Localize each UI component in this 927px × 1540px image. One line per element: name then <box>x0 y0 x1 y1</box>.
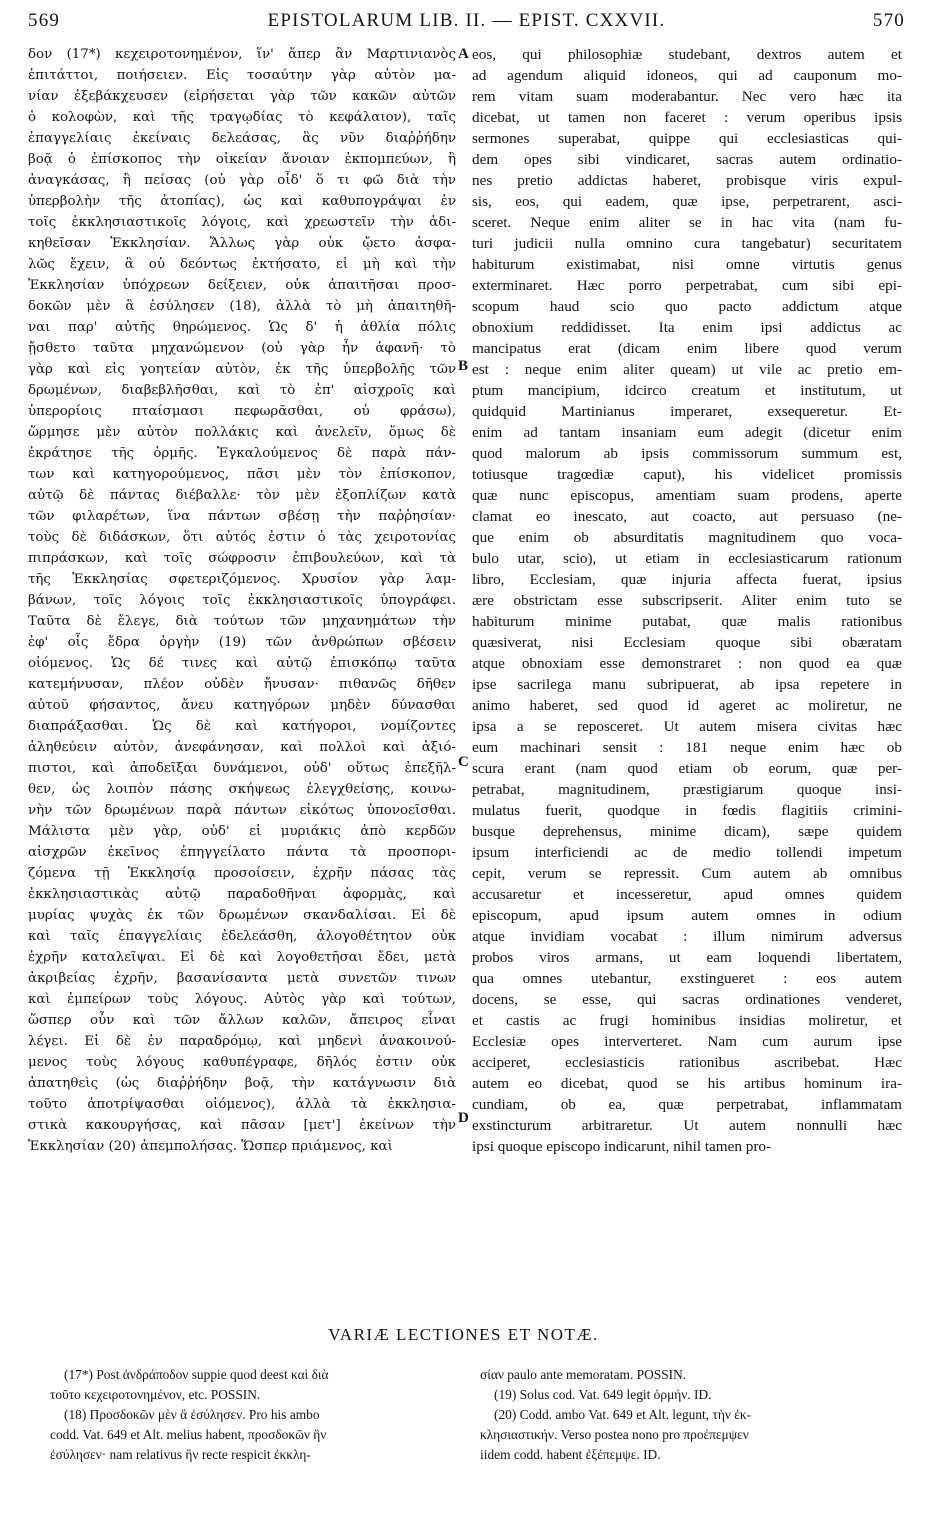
greek-text-line: θεν, ὡς λοιπὸν πάσης σκήψεως ἐλεγχθείσης, κοινω- <box>28 782 456 797</box>
latin-text-line: animo haberet, sed quod id ageret ac moliretur, ne <box>472 697 902 714</box>
latin-text-line: accusaretur et incesseretur, apud omnes quidem <box>472 886 902 903</box>
latin-text-line: libro, Ecclesiam, quæ injuria affecta fuerat, ipsius <box>472 571 902 588</box>
latin-text-line: atque invidiam vocabat : illum nimirum adversus <box>472 928 902 945</box>
greek-text-line: βοᾷ ὁ ἐπίσκοπος τὴν οἰκείαν ἄνοιαν ἐκπομπεύων, ἢ <box>28 152 456 167</box>
latin-text-line: turi judicii nulla omnino cura tangebatur) securitatem <box>472 235 902 252</box>
latin-text-line: ptum mancipium, idcirco creatum et institutum, ut <box>472 382 902 399</box>
latin-text-column <box>472 44 902 1157</box>
latin-text-line: scopum haud scio quo pacto addictum atque <box>472 298 902 315</box>
latin-text-line: Ecclesiæ opes interverteret. Nam cum aurum ipse <box>472 1033 902 1050</box>
section-marker-c: C <box>458 754 469 770</box>
greek-text-line: των καὶ κατηγορούμενος, πᾶσι μὲν τὸν ἐπίσκοπον, <box>28 467 456 482</box>
note-line: (18) Προσδοκῶν μὲν ἃ ἐσύλησεν. Pro his ambo <box>64 1407 320 1422</box>
greek-text-line: νὴν τῶν δρωμένων παρὰ πάντων εἰκότως ὑπονοεῖσθαι. <box>28 803 456 818</box>
latin-text-line: enim ad tantam insaniam eum adegit (dicetur enim <box>472 424 902 441</box>
latin-text-line: ipsa a se reposceret. Ut autem misera civitas hæc <box>472 718 902 735</box>
greek-text-line: καὶ ἐμπείρων τοὺς λόγους. Αὐτὸς γὰρ καὶ τούτων, <box>28 992 456 1007</box>
running-title: EPISTOLARUM LIB. II. — EPIST. CXXVII. <box>267 10 666 31</box>
latin-text-line: ære obstrictam esse subscripserit. Aliter enim tuto se <box>472 592 902 609</box>
note-line: codd. Vat. 649 et Alt. melius habent, προσδοκῶν ἣν <box>50 1427 327 1442</box>
latin-text-line: ipsi quoque episcopo indicarunt, nihil tamen pro- <box>472 1138 772 1155</box>
note-line: (19) Solus cod. Vat. 649 legit ὀρμήν. ID. <box>494 1387 712 1402</box>
notes-left-column <box>50 1365 458 1465</box>
greek-text-line: ἀκριβείας ἐχρῆν, βασανίσαντα μετὰ συνετῶν τινων <box>28 971 456 986</box>
greek-text-line: λέγει. Εἰ δὲ ἐν παραδρόμῳ, καὶ μηδενὶ ἀνακοινού- <box>28 1034 456 1049</box>
latin-text-line: sis, eos, qui eadem, quæ ipse, perpetrarent, asci- <box>472 193 902 210</box>
section-marker-a: A <box>458 46 469 62</box>
greek-text-line: Ταῦτα δὲ ἔλεγε, διὰ τούτων τῶν μηχανημάτων τὴν <box>28 614 456 629</box>
latin-text-line: ad agendum aliquid idoneos, qui ad cauponum mo- <box>472 67 902 84</box>
greek-text-line: αὐτοῦ φήσαντος, ἄνευ κατηγόρων μηδὲν δύνασθαι <box>28 698 456 713</box>
greek-text-line: ἐπαγγελίαις ἐκείναις δελεάσας, ἃς νῦν διαῤῥήδην <box>28 131 456 146</box>
greek-text-line: ὑπερορίοις πταίσμασι πεφωρᾶσθαι, οὐ φράσω), <box>28 404 456 419</box>
latin-text-line: cundiam, ob ea, quæ perpetrabat, inflammatam <box>472 1096 902 1113</box>
running-header <box>28 10 905 40</box>
greek-text-line: πιστοι, καὶ ἀποδεῖξαι δυνάμενοι, οὐδ' οὕτως ἐπεξῆλ- <box>28 761 456 776</box>
latin-text-line: est : neque enim aliter queam) ut vile ac pretio em- <box>472 361 902 378</box>
greek-text-line: τοῖς ἐκκλησιαστικοῖς λόγοις, καὶ χρεωστεῖν τὴν ἀδι- <box>28 215 456 230</box>
greek-text-line: ζόμενα τῇ Ἐκκλησίᾳ προσοίσειν, ἐχρῆν πάσας τὰς <box>28 866 456 881</box>
latin-text-line: mancipatus erat (dicam enim libere quod verum <box>472 340 902 357</box>
greek-text-line: ἐχρῆν καταλεῖψαι. Εἰ δὲ καὶ λογοθετῆσαι ἔδει, μετὰ <box>28 950 456 965</box>
latin-text-line: episcopum, apud ipsum autem omnes in odium <box>472 907 902 924</box>
note-line: σίαν paulo ante memoratam. POSSIN. <box>480 1367 687 1382</box>
section-marker-b: B <box>458 358 469 374</box>
latin-text-line: clamat eo inescato, aut coacto, aut persuaso (ne- <box>472 508 902 525</box>
greek-text-line: πιπράσκων, καὶ τοῖς σώφροσιν ἐπιβουλεύων, καὶ τὰ <box>28 551 456 566</box>
greek-text-line: ὑπερβολὴν τῆς ἀτοπίας), ὡς καὶ καθυπογράψαι ἐν <box>28 194 456 209</box>
greek-text-line: λῶς ἔχειν, ἃ οὐ δεόντως ἐκτήσατο, εἰ μὴ καὶ τὴν <box>28 257 456 272</box>
latin-text-line: rem vitam suam moderabantur. Nec vero hæc ita <box>472 88 902 105</box>
note-line: ἐσύλησεν· nam relativus ἣν recte respicit ἐκκλη- <box>50 1447 311 1462</box>
latin-text-line: atque obnoxiam esse demonstraret : non quod ea quæ <box>472 655 902 672</box>
greek-text-line: δον (17*) κεχειροτονημένον, ἵν' ἅπερ ἂν Μαρτινιανὸς <box>28 47 456 62</box>
note-line: κλησιαστικήν. Verso postea nono pro προέπεμψεν <box>480 1427 749 1442</box>
greek-text-line: μενος τοὺς λόγους καθυπέγραφε, δῆλός ἐστιν οὐκ <box>28 1055 456 1070</box>
greek-text-line: ναι παρ' αὐτῆς θηρώμενος. Ὡς δ' ἡ ἀθλία πόλις <box>28 320 456 335</box>
latin-text-line: exterminaret. Hæc porro perpetrabat, cum sibi epi- <box>472 277 902 294</box>
greek-text-line: ἐκκλησιαστικὰς αὐτῷ παραδοθῆναι ἀφορμὰς, καὶ <box>28 887 456 902</box>
greek-text-line: οἰόμενος. Ὡς δέ τινες καὶ αὐτῷ ἐπισκόπῳ ταῦτα <box>28 656 456 671</box>
greek-text-line: ἀπατηθεὶς (ὡς διαῤῥήδην βοᾷ, τὴν κατάγνωσιν διὰ <box>28 1076 456 1091</box>
latin-text-line: nes pretio addictas haberet, probisque viris expul- <box>472 172 902 189</box>
latin-text-line: qua omnes utebantur, exstingueret : eos autem <box>472 970 902 987</box>
greek-text-line: ὥρμησε μὲν αὐτὸν πολλάκις καὶ ἀνελεῖν, ὅμως δὲ <box>28 425 456 440</box>
latin-text-line: eos, qui philosophiæ studebant, dextros autem et <box>472 46 902 63</box>
greek-text-line: διαπράξασθαι. Ὡς δὲ καὶ κατήγοροι, νομίζοντες <box>28 719 456 734</box>
latin-text-line: sceret. Neque enim aliter se in hac vita (nam fu- <box>472 214 902 231</box>
greek-text-line: ἀναγκάσας, ἢ πείσας (οὐ γὰρ οἶδ' ὅ τι φῶ διὰ τὴν <box>28 173 456 188</box>
latin-text-line: ipse sacrilega manu subripuerat, ab ipsa repetere in <box>472 676 902 693</box>
latin-text-line: dem opes sibi vindicaret, sacras autem ordinatio- <box>472 151 902 168</box>
latin-text-line: dicebat, ut tamen non faceret : verum operibus ipsis <box>472 109 902 126</box>
latin-text-line: cepit, verum se repressit. Cum autem ab omnibus <box>472 865 902 882</box>
greek-text-line: τῆς Ἐκκλησίας σφετεριζόμενος. Χρυσίον γὰρ λαμ- <box>28 572 456 587</box>
latin-text-line: petrabat, magnitudinem, præstigiarum quoque insi- <box>472 781 902 798</box>
greek-text-line: ἐφ' οἷς ἔδρα ὀργὴν (19) τῶν ἀνθρώπων σβέσειν <box>28 635 456 650</box>
latin-text-line: acciperet, ecclesiasticis rationibus ascribebat. Hæc <box>472 1054 902 1071</box>
greek-text-line: τῶν φιλαρέτων, ἵνα πάντων σβέσῃ τὴν παῤῥησίαν· <box>28 509 456 524</box>
greek-text-line: Ἐκκλησίαν ὑπόχρεων δείξειεν, οὐκ ἀπαιτῆσαι προσ- <box>28 278 456 293</box>
greek-text-line: καὶ ταῖς ἐπαγγελίαις ἐδελεάσθη, ἀλογοθέτητον οὐκ <box>28 929 456 944</box>
notes-heading: VARIÆ LECTIONES ET NOTÆ. <box>328 1325 599 1344</box>
latin-text-line: habiturum minime putabat, quæ malis rationibus <box>472 613 902 630</box>
latin-text-line: et castis ac frugi hominibus insidias moliretur, et <box>472 1012 902 1029</box>
latin-text-line: quæsiverat, nisi Ecclesiam quoque sibi obæratam <box>472 634 902 651</box>
greek-text-line: τοὺς δὲ διδάσκων, ὅτι αὐτός ἐστιν ὁ τὰς χειροτονίας <box>28 530 456 545</box>
latin-text-line: probos viros armans, ut eam loquendi libertatem, <box>472 949 902 966</box>
greek-text-line: κηθεῖσαν Ἐκκλησίαν. Ἄλλως γὰρ οὐκ ᾤετο ἀσφα- <box>28 236 456 251</box>
latin-text-line: quidquid Martinianus imperaret, exsequeretur. Et- <box>472 403 902 420</box>
latin-text-line: ipsum interficiendi ac de medio tollendi impetum <box>472 844 902 861</box>
latin-text-line: autem eo dicebat, quod se his artibus hominum ira- <box>472 1075 902 1092</box>
greek-text-line: αὐτῷ δὲ πάντας διέβαλλε· τὸν μὲν ἐξοπλίζων κατὰ <box>28 488 456 503</box>
greek-text-line: τοῦτο ἀποτρίψασθαι οἰόμενος), ἀλλὰ τὰ ἐκκλησια- <box>28 1097 456 1112</box>
latin-text-line: mulatus fuerit, quodque in fœdis flagitiis crimini- <box>472 802 902 819</box>
note-line: τοῦτο κεχειροτονημένον, etc. POSSIN. <box>50 1387 261 1402</box>
note-line: (20) Codd. ambo Vat. 649 et Alt. legunt, τὴν ἐκ- <box>494 1407 752 1422</box>
latin-text-line: docens, se esse, qui sacras ordinationes venderet, <box>472 991 902 1008</box>
note-line: iidem codd. habent ἐξέπεμψε. ID. <box>480 1447 661 1462</box>
greek-text-line: ᾔσθετο ταῦτα μηχανώμενον (οὐ γὰρ ἦν ἀφανῆ· τὸ <box>28 341 456 356</box>
greek-text-line: κατεμήνυσαν, πλέον οὐδὲν ἤνυσαν· πιθανῶς δῆθεν <box>28 677 456 692</box>
latin-text-line: totiusque tragœdiæ caput), his videlicet promissis <box>472 466 902 483</box>
greek-text-line: αἰσχρῶν ἐκεῖνος ἐπηγγείλατο πάντα τὰ προσπορι- <box>28 845 456 860</box>
greek-text-line: στικὰ κακουργήσας, καὶ πᾶσαν [μετ'] ἐκείνων τὴν <box>28 1118 456 1133</box>
latin-text-line: obnoxium reddidisset. Ita enim ipsi addictus ac <box>472 319 902 336</box>
latin-text-line: eum machinari sensit : 181 neque enim hæc ob <box>472 739 902 756</box>
latin-text-line: habiturum existimabat, nisi omne virtutis genus <box>472 256 902 273</box>
section-marker-d: D <box>458 1110 469 1126</box>
notes-right-column <box>480 1365 900 1465</box>
greek-text-line: ὥσπερ οὖν καὶ τῶν ἄλλων καλῶν, ἄπειρος εἶναι <box>28 1013 456 1028</box>
greek-text-line: ἀληθεύειν αὐτὸν, ἀνεφάνησαν, καὶ πολλοὶ καὶ ἀξιό- <box>28 740 456 755</box>
page-number-left: 569 <box>28 10 61 31</box>
greek-text-line: Ἐκκλησίαν (20) ἀπεμπολήσας. Ὥσπερ πριάμενος, καὶ <box>28 1139 393 1154</box>
latin-text-line: busque deprehensus, minime dicam), sæpe quidem <box>472 823 902 840</box>
greek-text-line: δρωμένων, διαβεβλῆσθαι, καὶ τὸ ἐπ' αἰσχροῖς καὶ <box>28 383 456 398</box>
greek-text-line: νίαν ἐξεβάκχευσεν (εἰρήσεται γὰρ τῶν κακῶν αὐτῶν <box>28 89 456 104</box>
greek-text-line: δοκῶν μὲν ἃ ἐσύλησεν (18), ἀλλὰ τὸ μὴ ἀπαιτηθῆ- <box>28 299 456 314</box>
latin-text-line: sermones superabat, quippe qui ecclesiasticas qui- <box>472 130 902 147</box>
latin-text-line: scura erant (nam quod etiam ob eorum, quæ per- <box>472 760 902 777</box>
latin-text-line: bulo utar, scio), ut etiam in ecclesiasticarum rationum <box>472 550 902 567</box>
greek-text-line: βάνων, τοῖς λόγοις τοῖς ἐκκλησιαστικοῖς ὑπογράφει. <box>28 593 456 608</box>
greek-text-line: Μάλιστα μὲν γὰρ, οὐδ' εἰ μυριάκις ἀπὸ κερδῶν <box>28 824 456 839</box>
page-number-right: 570 <box>872 10 905 31</box>
greek-text-line: γὰρ καὶ εἰς γοητείαν αὐτὸν, ἐκ τῆς ὑπερβολῆς τῶν <box>28 362 456 377</box>
greek-text-line: ἐπιτάττοι, ποιήσειεν. Εἰς τοσαύτην γὰρ αὐτὸν μα- <box>28 68 456 83</box>
greek-text-line: ἐκράτησε τῆς ὁρμῆς. Ἐγκαλούμενος δὲ παρὰ πάν- <box>28 446 456 461</box>
latin-text-line: que enim ob absurditatis magnitudinem quo voca- <box>472 529 902 546</box>
latin-text-line: quæ nunc episcopus, amentiam suam prodens, aperte <box>472 487 902 504</box>
latin-text-line: quod malorum ab ipsis commissorum summum est, <box>472 445 902 462</box>
greek-text-line: ὁ κολοφὼν, καὶ τῆς τραγῳδίας τὸ κεφάλαιον), ταῖς <box>28 110 456 125</box>
greek-text-column <box>28 44 456 1157</box>
note-line: (17*) Post ἀνδράποδον suppie quod deest καὶ διὰ <box>64 1367 329 1382</box>
greek-text-line: μυρίας ψυχὰς ἐκ τῶν δρωμένων σκανδαλίσαι. Εἰ δὲ <box>28 908 456 923</box>
latin-text-line: exstincturum arbitraretur. Ut autem nonnulli hæc <box>472 1117 902 1134</box>
